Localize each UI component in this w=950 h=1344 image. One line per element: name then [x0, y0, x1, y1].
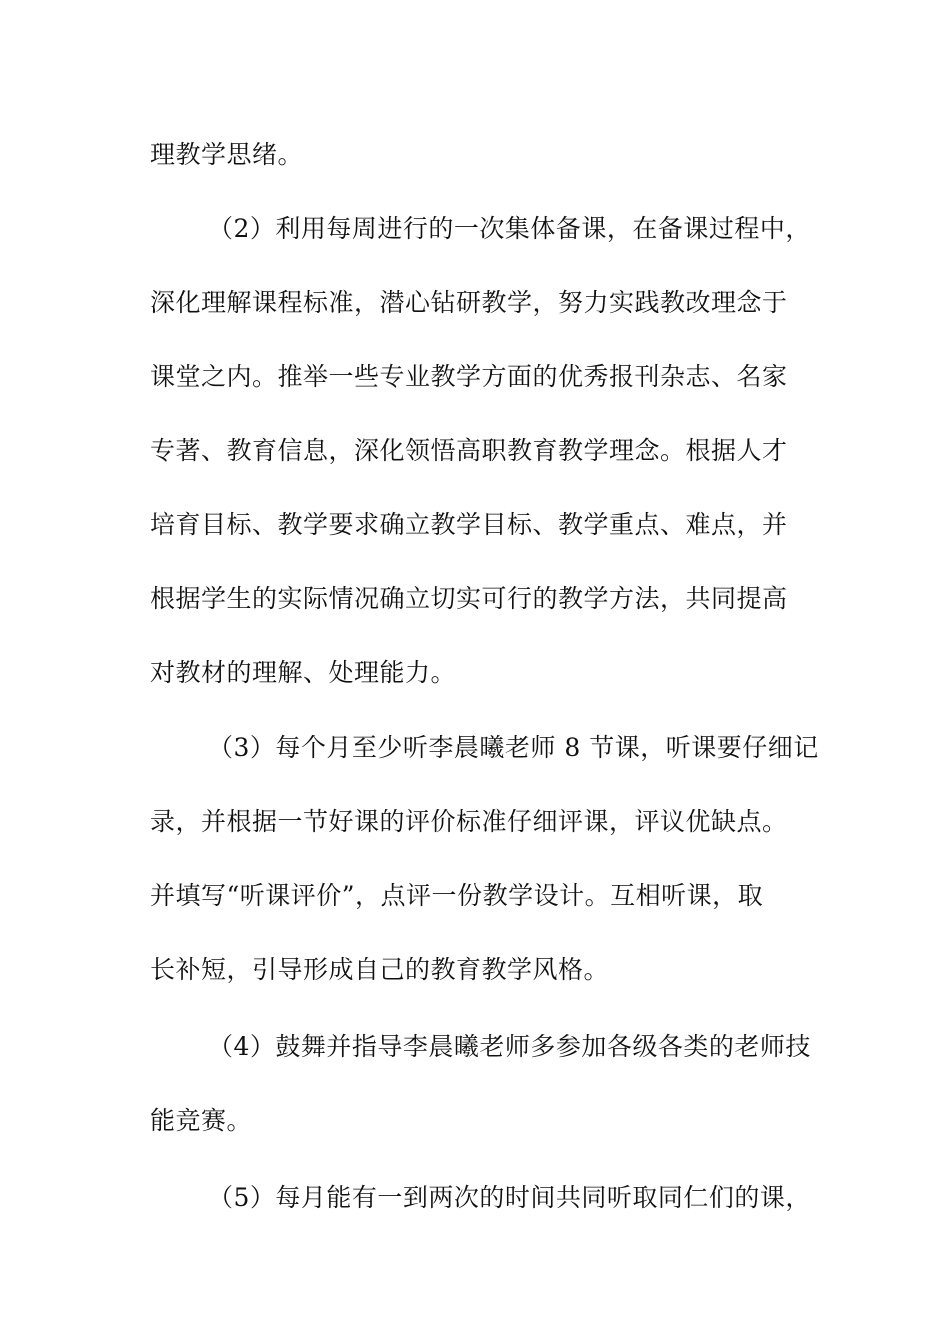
text-line: 并填写“听课评价”，点评一份教学设计。互相听课，取: [150, 881, 764, 910]
text-line: 长补短，引导形成自己的教育教学风格。: [150, 955, 610, 984]
text-line: 对教材的理解、处理能力。: [150, 658, 457, 687]
paragraph-5-start: （5）每月能有一到两次的时间共同听取同仁们的课，: [208, 1183, 811, 1212]
text-line: 录，并根据一节好课的评价标准仔细评课，评议优缺点。: [150, 807, 788, 836]
paragraph-4-start: （4）鼓舞并指导李晨曦老师多参加各级各类的老师技: [208, 1032, 811, 1061]
paragraph-2-start: （2）利用每周进行的一次集体备课，在备课过程中，: [208, 214, 811, 243]
text-line: 深化理解课程标准，潜心钻研教学，努力实践教改理念于: [150, 288, 788, 317]
text-line: 培育目标、教学要求确立教学目标、教学重点、难点，并: [150, 510, 788, 539]
text-line: 课堂之内。推举一些专业教学方面的优秀报刊杂志、名家: [150, 362, 788, 391]
text-line: 根据学生的实际情况确立切实可行的教学方法，共同提高: [150, 584, 788, 613]
text-line: 理教学思绪。: [150, 140, 304, 169]
paragraph-3-start: （3）每个月至少听李晨曦老师 8 节课，听课要仔细记: [208, 733, 819, 762]
text-line: 能竞赛。: [150, 1106, 253, 1135]
text-line: 专著、教育信息，深化领悟高职教育教学理念。根据人才: [150, 436, 788, 465]
